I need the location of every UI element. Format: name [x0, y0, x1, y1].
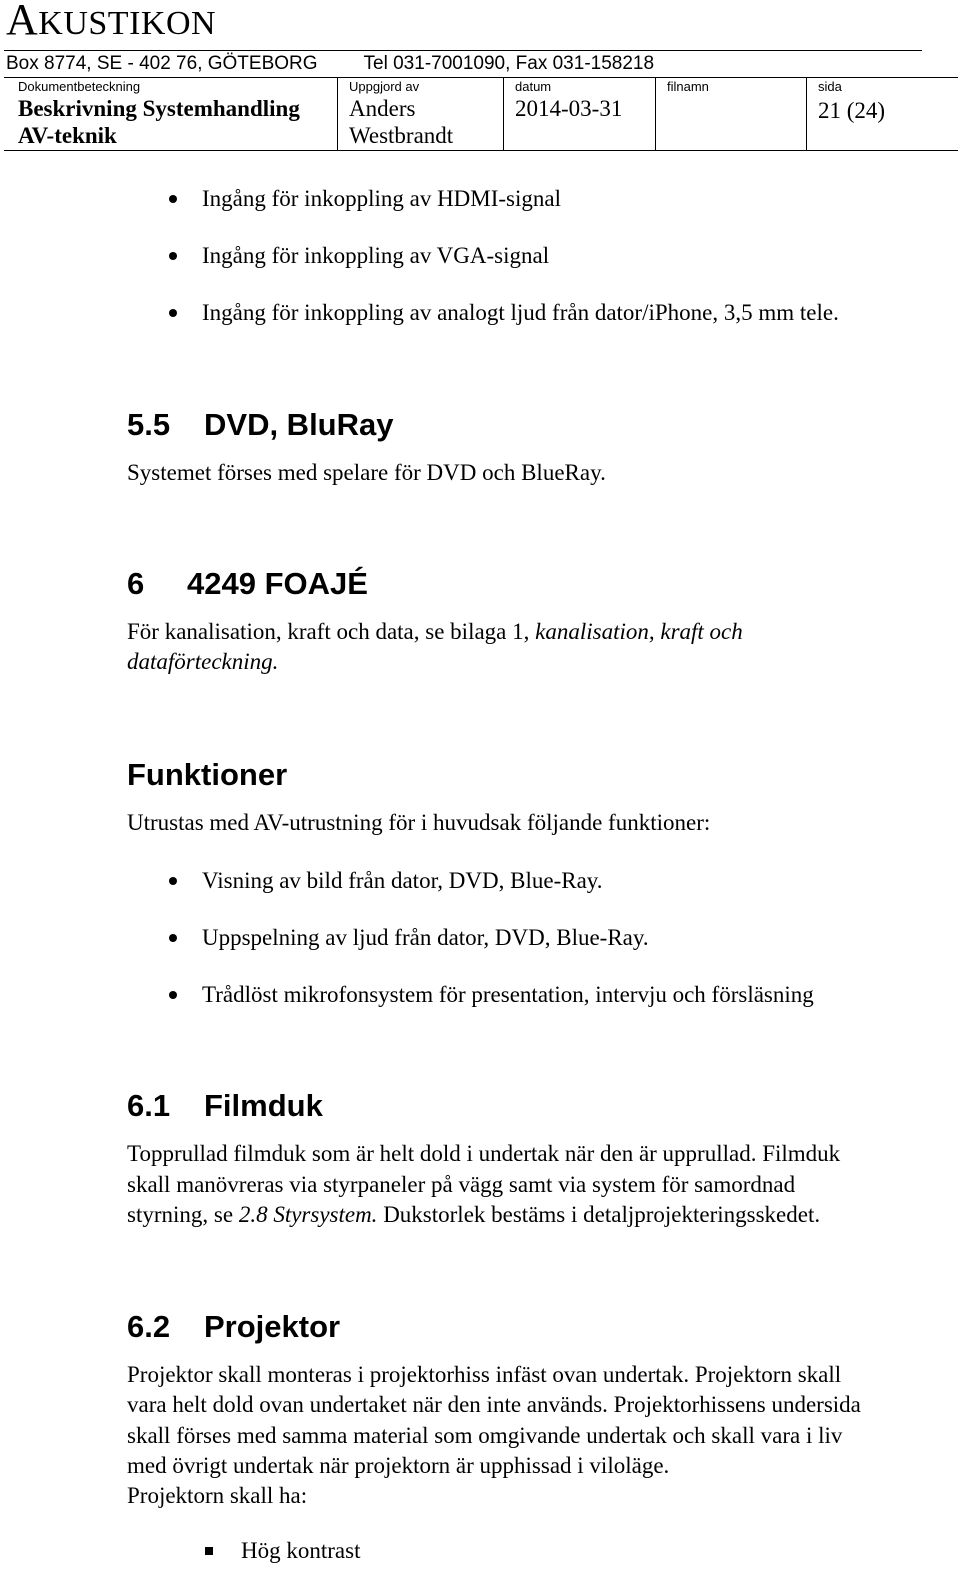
section-6-2-line5: Projektorn skall ha: — [127, 1483, 308, 1508]
section-6-1-line3-rest: Dukstorlek bestäms i detaljprojekteringsskedet. — [377, 1202, 821, 1227]
author-line1: Anders — [349, 96, 416, 121]
company-phone: Tel 031-7001090, Fax 031-158218 — [363, 53, 655, 74]
date-label: datum — [515, 79, 552, 94]
bullet-dot — [169, 309, 177, 317]
list-item-text: Ingång för inkoppling av analogt ljud från dator/iPhone, 3,5 mm tele. — [202, 300, 839, 325]
section-6-text-italic: kanalisation, kraft och — [535, 619, 743, 644]
section-6-1-reference: 2.8 Styrsystem. — [238, 1202, 378, 1227]
function-bullet-list — [165, 866, 814, 1037]
company-logo-initial: A — [6, 0, 39, 44]
funktioner-intro: Utrustas med AV-utrustning för i huvudsak följande funktioner: — [127, 810, 711, 835]
section-6-1-line3-plain: styrning, se — [127, 1202, 239, 1227]
page-label: sida — [818, 79, 842, 94]
author-line2: Westbrandt — [349, 123, 454, 148]
bullet-dot — [169, 991, 177, 999]
heading-title: Projektor — [204, 1309, 341, 1344]
list-item-text: Trådlöst mikrofonsystem för presentation, intervju och försläsning — [202, 982, 814, 1007]
input-bullet-list — [165, 184, 839, 355]
list-item-text: Ingång för inkoppling av VGA-signal — [202, 243, 550, 268]
heading-6-1 — [127, 1088, 323, 1124]
list-item — [165, 923, 814, 980]
section-5-5-text: Systemet förses med spelare för DVD och BlueRay. — [127, 460, 606, 485]
header-top-rule — [4, 50, 922, 51]
heading-title: DVD, BluRay — [204, 407, 394, 442]
doc-value-line2: AV-teknik — [18, 123, 117, 148]
header-bottom-rule — [4, 150, 958, 151]
section-6-2-line3: skall förses med samma material som omgivande undertak och skall vara i liv — [127, 1423, 843, 1448]
bullet-dot — [169, 195, 177, 203]
list-item — [165, 298, 839, 355]
list-item — [165, 184, 839, 241]
file-label: filnamn — [667, 79, 709, 94]
header-divider-3 — [655, 77, 656, 150]
heading-6 — [127, 566, 368, 602]
section-6-2-line1: Projektor skall monteras i projektorhiss infäst ovan undertak. Projektorn skall — [127, 1362, 842, 1387]
heading-5-5 — [127, 407, 393, 443]
section-6-1-line1: Topprullad filmduk som är helt dold i undertak när den är upprullad. Filmduk — [127, 1141, 841, 1166]
list-item — [165, 241, 839, 298]
list-item — [165, 866, 814, 923]
list-item — [165, 980, 814, 1037]
section-6-text-line2: dataförteckning. — [127, 649, 279, 674]
section-6-2-line4: med övrigt undertak när projektorn är upphissad i viloläge. — [127, 1453, 670, 1478]
company-logo — [6, 0, 216, 44]
heading-number: 6.2 — [127, 1309, 171, 1344]
list-item-text: Visning av bild från dator, DVD, Blue-Ray. — [202, 868, 603, 893]
header-divider-1 — [337, 77, 338, 150]
section-6-text-plain: För kanalisation, kraft och data, se bilaga 1, — [127, 619, 536, 644]
heading-title: 4249 FOAJÉ — [187, 566, 368, 601]
company-address: Box 8774, SE - 402 76, GÖTEBORG — [6, 53, 318, 74]
square-bullet — [205, 1547, 213, 1555]
heading-title: Filmduk — [204, 1088, 323, 1123]
section-6-1-line2: skall manövreras via styrpaneler på vägg samt via system för samordnad — [127, 1172, 796, 1197]
list-item-text: Ingång för inkoppling av HDMI-signal — [202, 186, 561, 211]
projector-feature-item: Hög kontrast — [241, 1538, 361, 1563]
header-divider-4 — [806, 77, 807, 150]
author-label: Uppgjord av — [349, 79, 420, 94]
doc-value-line1: Beskrivning Systemhandling — [18, 96, 300, 121]
heading-number: 6.1 — [127, 1088, 171, 1123]
section-6-2-line2: vara helt dold ovan undertaket när den inte används. Projektorhissens undersida — [127, 1392, 861, 1417]
doc-label: Dokumentbeteckning — [18, 79, 141, 94]
section-6-text-line1 — [127, 617, 743, 647]
date-value: 2014-03-31 — [515, 96, 623, 121]
page-value: 21 (24) — [818, 98, 886, 123]
header-divider-2 — [503, 77, 504, 150]
heading-6-2 — [127, 1309, 340, 1345]
company-logo-rest: KUSTIKON — [38, 5, 217, 42]
section-6-1-line3 — [127, 1200, 820, 1230]
heading-number: 5.5 — [127, 407, 171, 442]
bullet-dot — [169, 252, 177, 260]
company-address-line — [6, 53, 654, 75]
bullet-dot — [169, 934, 177, 942]
heading-number: 6 — [127, 566, 145, 601]
header-mid-rule — [4, 77, 958, 78]
heading-funktioner: Funktioner — [127, 757, 288, 792]
bullet-dot — [169, 877, 177, 885]
list-item-text: Uppspelning av ljud från dator, DVD, Blue-Ray. — [202, 925, 649, 950]
